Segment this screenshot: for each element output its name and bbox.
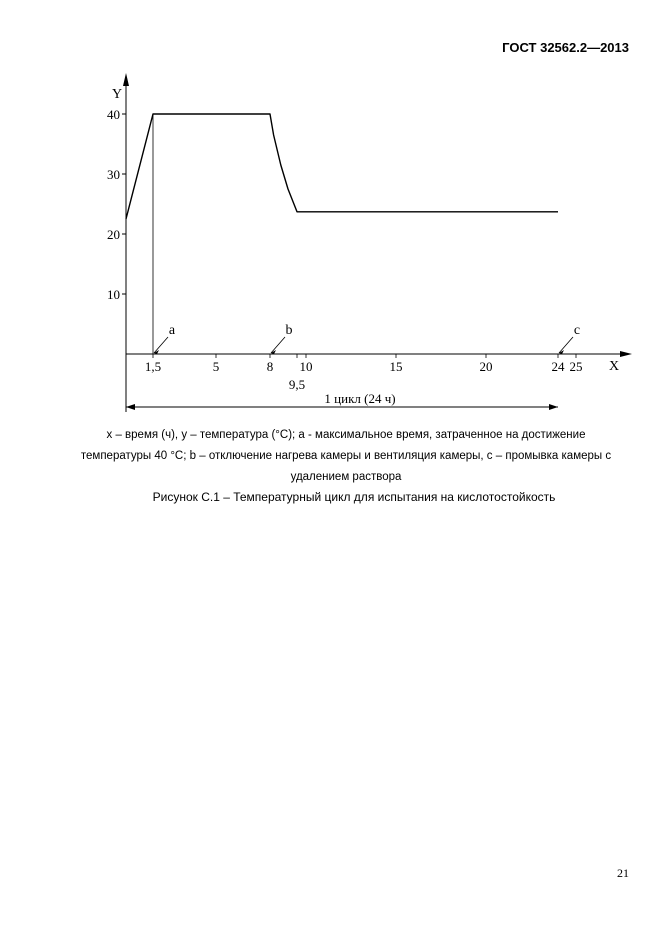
- marker-leader-a: [154, 337, 168, 353]
- legend-line-2: температуры 40 °С; b – отключение нагрева камеры и вентиляция камеры, c – промывка камеры с: [80, 450, 612, 462]
- x-tick-label: 25: [569, 359, 583, 374]
- marker-label-b: b: [285, 323, 293, 338]
- document-code: ГОСТ 32562.2—2013: [502, 40, 629, 55]
- temperature-cycle-chart: [0, 0, 661, 420]
- marker-label-a: a: [168, 323, 176, 338]
- x-tick-label: 20: [479, 359, 493, 374]
- x-axis-label: X: [608, 359, 620, 374]
- temperature-curve: [126, 114, 558, 219]
- marker-leader-c: [559, 337, 573, 353]
- figure-legend: [60, 425, 632, 488]
- legend-line-3: удалением раствора: [290, 471, 402, 483]
- page-number: 21: [617, 866, 629, 880]
- x-tick-label: 10: [299, 359, 313, 374]
- marker-leader-b: [271, 337, 285, 353]
- x-tick-label: 5: [212, 359, 220, 374]
- cycle-span-label: 1 цикл (24 ч): [324, 391, 396, 406]
- y-tick-label: 40: [107, 107, 120, 122]
- x-axis-arrow: [620, 351, 632, 357]
- figure-title: Рисунок С.1 – Температурный цикл для испытания на кислотостойкость: [152, 490, 556, 504]
- legend-line-1: x – время (ч), y – температура (°С); a - максимальное время, затраченное на достижение: [106, 429, 586, 441]
- y-tick-label: 10: [107, 287, 120, 302]
- y-axis-arrow: [123, 73, 129, 86]
- x-tick-label: 15: [389, 359, 403, 374]
- cycle-span: [126, 391, 558, 410]
- x-tick-label: 24: [551, 359, 565, 374]
- y-axis-label: Y: [111, 87, 123, 102]
- x-tick-label: 1,5: [144, 359, 162, 374]
- y-tick-label: 30: [107, 167, 120, 182]
- cycle-span-arrow-left: [126, 404, 135, 410]
- chart-markers: [154, 323, 580, 354]
- cycle-span-arrow-right: [549, 404, 558, 410]
- chart-ticks: [107, 107, 583, 392]
- y-tick-label: 20: [107, 227, 120, 242]
- chart-series: [126, 114, 558, 354]
- marker-label-c: c: [573, 323, 581, 338]
- x-tick-label: 9,5: [288, 377, 306, 392]
- x-tick-label: 8: [266, 359, 274, 374]
